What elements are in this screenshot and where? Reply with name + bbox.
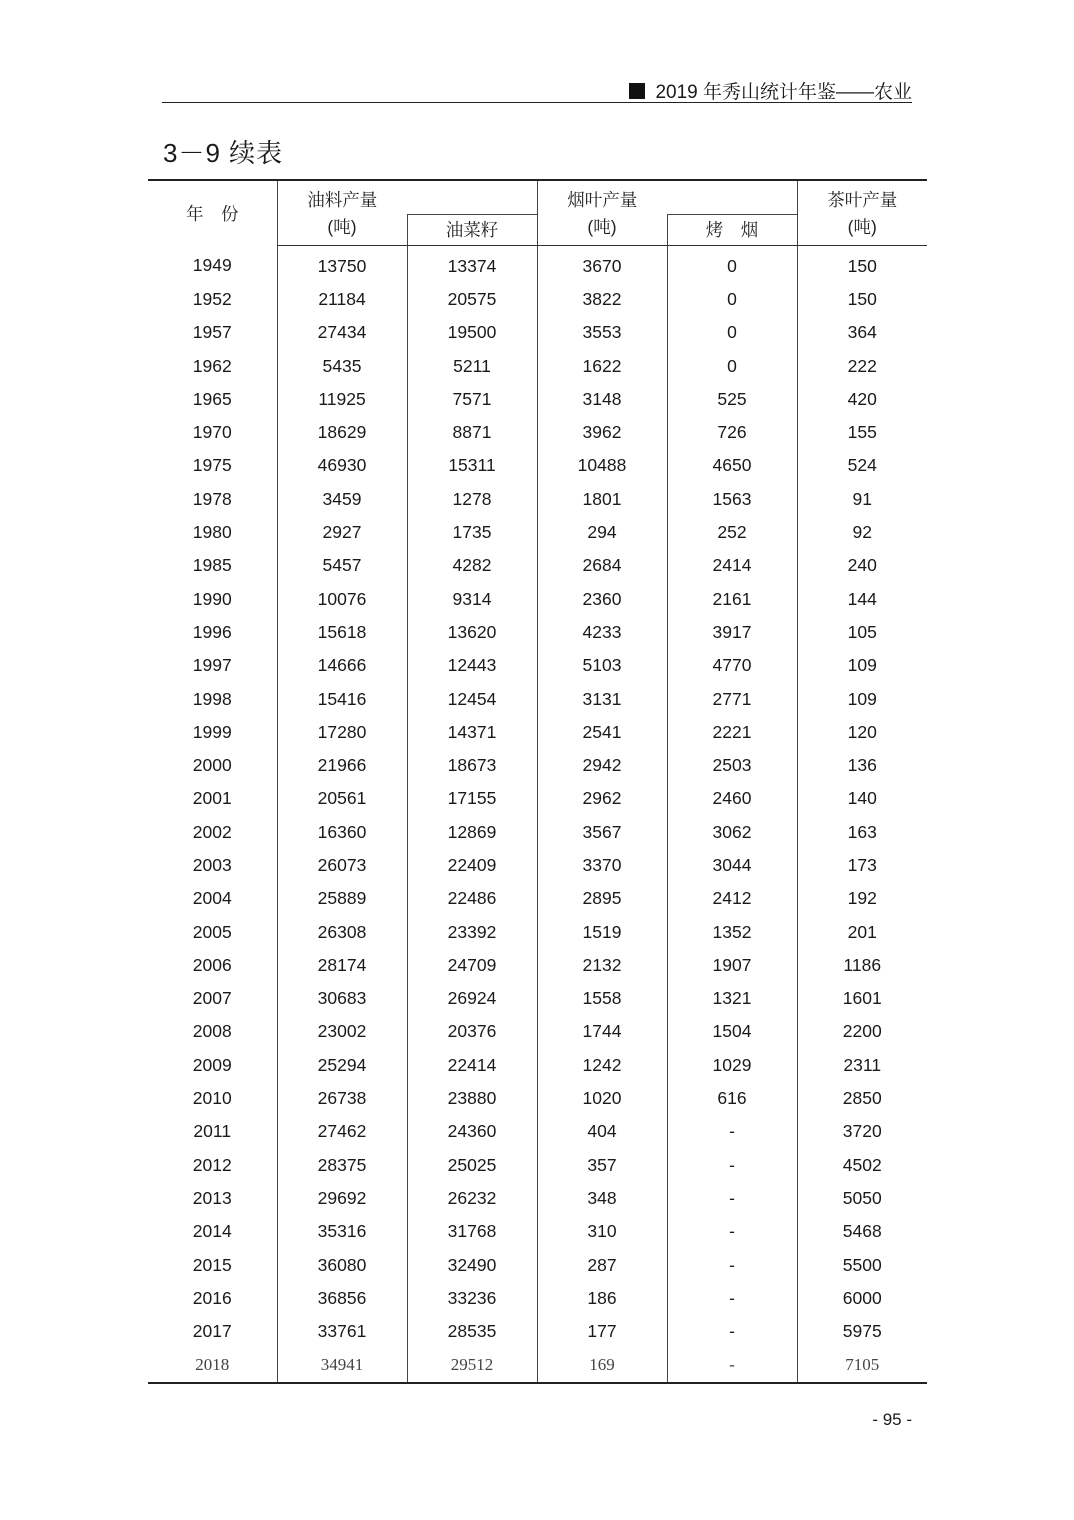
tea-cell: 7105 <box>797 1348 927 1382</box>
year-cell: 1962 <box>192 355 232 376</box>
flue-cured-cell: - <box>667 1315 797 1348</box>
oil-total-cell: 36856 <box>277 1282 407 1315</box>
year-cell: 2004 <box>192 888 232 909</box>
tea-cell: 92 <box>797 516 927 549</box>
rapeseed-cell: 20575 <box>407 283 537 316</box>
oil-total-cell: 46930 <box>277 449 407 482</box>
oil-total-cell: 14666 <box>277 649 407 682</box>
table-row <box>148 649 927 682</box>
tea-cell: 140 <box>797 782 927 815</box>
year-cell: 2011 <box>193 1121 232 1142</box>
header-tea: 茶叶产量 <box>797 180 927 214</box>
tea-cell: 5050 <box>797 1182 927 1215</box>
oil-total-cell: 3459 <box>277 483 407 516</box>
tobacco-total-cell: 2895 <box>537 882 667 915</box>
oil-total-cell: 2927 <box>277 516 407 549</box>
tobacco-total-cell: 287 <box>537 1248 667 1281</box>
rapeseed-cell: 12869 <box>407 816 537 849</box>
tea-cell: 3720 <box>797 1115 927 1148</box>
tobacco-total-cell: 10488 <box>537 449 667 482</box>
tea-cell: 2200 <box>797 1015 927 1048</box>
table-row <box>148 816 927 849</box>
tea-cell: 150 <box>797 283 927 316</box>
table-row <box>148 1015 927 1048</box>
flue-cured-cell: - <box>667 1149 797 1182</box>
tea-cell: 105 <box>797 616 927 649</box>
tobacco-total-cell: 1622 <box>537 349 667 382</box>
running-header <box>629 77 912 104</box>
table-row <box>148 1348 927 1382</box>
year-cell: 2013 <box>192 1187 232 1208</box>
rapeseed-cell: 32490 <box>407 1248 537 1281</box>
year-cell: 1957 <box>192 322 232 343</box>
table-row <box>148 949 927 982</box>
year-cell: 2002 <box>192 821 232 842</box>
table-row <box>148 1115 927 1148</box>
flue-cured-cell: 3917 <box>667 616 797 649</box>
tea-cell: 1601 <box>797 982 927 1015</box>
flue-cured-cell: 1029 <box>667 1049 797 1082</box>
oil-total-cell: 28174 <box>277 949 407 982</box>
table-row <box>148 245 927 283</box>
oil-total-cell: 26073 <box>277 849 407 882</box>
year-cell: 2005 <box>192 921 232 942</box>
year-cell: 2016 <box>192 1287 232 1308</box>
table-row <box>148 549 927 582</box>
tobacco-total-cell: 404 <box>537 1115 667 1148</box>
oil-total-cell: 20561 <box>277 782 407 815</box>
tobacco-total-cell: 3670 <box>537 245 667 283</box>
year-cell: 2010 <box>192 1088 232 1109</box>
tobacco-total-cell: 2360 <box>537 582 667 615</box>
tobacco-total-cell: 177 <box>537 1315 667 1348</box>
tobacco-total-cell: 1558 <box>537 982 667 1015</box>
tobacco-total-cell: 2942 <box>537 749 667 782</box>
tea-cell: 109 <box>797 682 927 715</box>
tobacco-total-cell: 3370 <box>537 849 667 882</box>
tea-cell: 1186 <box>797 949 927 982</box>
tea-cell: 2850 <box>797 1082 927 1115</box>
rapeseed-cell: 9314 <box>407 582 537 615</box>
flue-cured-cell: 1321 <box>667 982 797 1015</box>
oil-total-cell: 28375 <box>277 1149 407 1182</box>
rapeseed-cell: 7571 <box>407 383 537 416</box>
flue-cured-cell: 0 <box>667 349 797 382</box>
tea-cell: 163 <box>797 816 927 849</box>
header-tea-unit: (吨) <box>797 214 927 245</box>
header-tobacco-blank <box>667 180 797 214</box>
rapeseed-cell: 29512 <box>407 1348 537 1382</box>
tobacco-total-cell: 357 <box>537 1149 667 1182</box>
table-row <box>148 1215 927 1248</box>
table-row <box>148 982 927 1015</box>
table-row <box>148 416 927 449</box>
rapeseed-cell: 31768 <box>407 1215 537 1248</box>
tea-cell: 136 <box>797 749 927 782</box>
tobacco-total-cell: 1519 <box>537 915 667 948</box>
year-cell: 2009 <box>192 1054 232 1075</box>
tobacco-total-cell: 3822 <box>537 283 667 316</box>
table-row <box>148 383 927 416</box>
tobacco-total-cell: 186 <box>537 1282 667 1315</box>
rapeseed-cell: 12454 <box>407 682 537 715</box>
header-flue-cured: 烤 烟 <box>667 214 797 245</box>
tea-cell: 222 <box>797 349 927 382</box>
tea-cell: 364 <box>797 316 927 349</box>
oil-total-cell: 26738 <box>277 1082 407 1115</box>
table-row <box>148 283 927 316</box>
rapeseed-cell: 19500 <box>407 316 537 349</box>
tea-cell: 192 <box>797 882 927 915</box>
rapeseed-cell: 13374 <box>407 245 537 283</box>
flue-cured-cell: 2412 <box>667 882 797 915</box>
flue-cured-cell: - <box>667 1182 797 1215</box>
rapeseed-cell: 1735 <box>407 516 537 549</box>
flue-cured-cell: - <box>667 1215 797 1248</box>
flue-cured-cell: 525 <box>667 383 797 416</box>
year-cell: 1980 <box>192 522 232 543</box>
flue-cured-cell: 252 <box>667 516 797 549</box>
table-row <box>148 849 927 882</box>
rapeseed-cell: 22409 <box>407 849 537 882</box>
rapeseed-cell: 14371 <box>407 716 537 749</box>
tobacco-total-cell: 1801 <box>537 483 667 516</box>
flue-cured-cell: 616 <box>667 1082 797 1115</box>
year-cell: 2015 <box>192 1254 232 1275</box>
header-tobacco-total: 烟叶产量 <box>537 180 667 214</box>
flue-cured-cell: 0 <box>667 245 797 283</box>
flue-cured-cell: 4770 <box>667 649 797 682</box>
oil-total-cell: 21184 <box>277 283 407 316</box>
oil-total-cell: 18629 <box>277 416 407 449</box>
year-cell: 2003 <box>192 854 232 875</box>
tea-cell: 5975 <box>797 1315 927 1348</box>
tea-cell: 150 <box>797 245 927 283</box>
flue-cured-cell: 0 <box>667 316 797 349</box>
year-cell: 1975 <box>192 455 232 476</box>
year-cell: 1998 <box>192 688 232 709</box>
year-cell: 2017 <box>192 1321 232 1342</box>
oil-total-cell: 23002 <box>277 1015 407 1048</box>
flue-cured-cell: 3062 <box>667 816 797 849</box>
year-cell: 1990 <box>192 588 232 609</box>
header-oil-total: 油料产量 <box>277 180 407 214</box>
rapeseed-cell: 23392 <box>407 915 537 948</box>
table-row <box>148 882 927 915</box>
table-row <box>148 516 927 549</box>
oil-total-cell: 36080 <box>277 1248 407 1281</box>
table-row <box>148 782 927 815</box>
header-oil-blank <box>407 180 537 214</box>
rapeseed-cell: 26924 <box>407 982 537 1015</box>
header-rapeseed: 油菜籽 <box>407 214 537 245</box>
table-row <box>148 716 927 749</box>
rapeseed-cell: 22414 <box>407 1049 537 1082</box>
oil-total-cell: 34941 <box>277 1348 407 1382</box>
rapeseed-cell: 5211 <box>407 349 537 382</box>
flue-cured-cell: 2161 <box>667 582 797 615</box>
flue-cured-cell: 2771 <box>667 682 797 715</box>
table-row <box>148 449 927 482</box>
table-row <box>148 1248 927 1281</box>
tea-cell: 5468 <box>797 1215 927 1248</box>
oil-total-cell: 10076 <box>277 582 407 615</box>
header-year: 年 份 <box>148 180 277 245</box>
tea-cell: 155 <box>797 416 927 449</box>
tobacco-total-cell: 2132 <box>537 949 667 982</box>
rapeseed-cell: 12443 <box>407 649 537 682</box>
flue-cured-cell: 4650 <box>667 449 797 482</box>
year-cell: 2001 <box>192 788 232 809</box>
year-cell: 2008 <box>192 1021 232 1042</box>
oil-total-cell: 15416 <box>277 682 407 715</box>
flue-cured-cell: - <box>667 1282 797 1315</box>
rapeseed-cell: 22486 <box>407 882 537 915</box>
tobacco-total-cell: 1744 <box>537 1015 667 1048</box>
rapeseed-cell: 24709 <box>407 949 537 982</box>
oil-total-cell: 35316 <box>277 1215 407 1248</box>
rapeseed-cell: 25025 <box>407 1149 537 1182</box>
tobacco-total-cell: 3567 <box>537 816 667 849</box>
tea-cell: 2311 <box>797 1049 927 1082</box>
tobacco-total-cell: 3131 <box>537 682 667 715</box>
tea-cell: 524 <box>797 449 927 482</box>
oil-total-cell: 11925 <box>277 383 407 416</box>
oil-total-cell: 26308 <box>277 915 407 948</box>
year-cell: 1949 <box>192 255 232 276</box>
flue-cured-cell: 2460 <box>667 782 797 815</box>
year-cell: 1997 <box>192 655 232 676</box>
table-row <box>148 616 927 649</box>
rapeseed-cell: 18673 <box>407 749 537 782</box>
tobacco-total-cell: 3553 <box>537 316 667 349</box>
tea-cell: 120 <box>797 716 927 749</box>
flue-cured-cell: 1907 <box>667 949 797 982</box>
year-cell: 1985 <box>192 555 232 576</box>
tobacco-total-cell: 1242 <box>537 1049 667 1082</box>
table-title: 3－9 续表 <box>163 138 284 168</box>
table-body <box>148 245 927 1383</box>
oil-total-cell: 30683 <box>277 982 407 1015</box>
flue-cured-cell: 2414 <box>667 549 797 582</box>
tea-cell: 420 <box>797 383 927 416</box>
tobacco-total-cell: 169 <box>537 1348 667 1382</box>
rapeseed-cell: 8871 <box>407 416 537 449</box>
tea-cell: 144 <box>797 582 927 615</box>
oil-total-cell: 27462 <box>277 1115 407 1148</box>
tobacco-total-cell: 3148 <box>537 383 667 416</box>
year-cell: 2006 <box>192 954 232 975</box>
year-cell: 2014 <box>192 1221 232 1242</box>
rapeseed-cell: 24360 <box>407 1115 537 1148</box>
table-row <box>148 1282 927 1315</box>
statistics-table <box>148 179 927 1384</box>
tobacco-total-cell: 294 <box>537 516 667 549</box>
flue-cured-cell: 1504 <box>667 1015 797 1048</box>
oil-total-cell: 5457 <box>277 549 407 582</box>
rapeseed-cell: 4282 <box>407 549 537 582</box>
year-cell: 2007 <box>192 988 232 1009</box>
rapeseed-cell: 13620 <box>407 616 537 649</box>
table-row <box>148 1182 927 1215</box>
oil-total-cell: 33761 <box>277 1315 407 1348</box>
rapeseed-cell: 20376 <box>407 1015 537 1048</box>
tobacco-total-cell: 2541 <box>537 716 667 749</box>
tea-cell: 109 <box>797 649 927 682</box>
table-row <box>148 483 927 516</box>
tobacco-total-cell: 348 <box>537 1182 667 1215</box>
year-cell: 1965 <box>192 388 232 409</box>
tea-cell: 4502 <box>797 1149 927 1182</box>
oil-total-cell: 17280 <box>277 716 407 749</box>
oil-total-cell: 25889 <box>277 882 407 915</box>
table-row <box>148 915 927 948</box>
tobacco-total-cell: 310 <box>537 1215 667 1248</box>
oil-total-cell: 13750 <box>277 245 407 283</box>
header-oil-total-unit: (吨) <box>277 214 407 245</box>
tobacco-total-cell: 5103 <box>537 649 667 682</box>
flue-cured-cell: 3044 <box>667 849 797 882</box>
rapeseed-cell: 26232 <box>407 1182 537 1215</box>
table-row <box>148 682 927 715</box>
tea-cell: 173 <box>797 849 927 882</box>
table-row <box>148 316 927 349</box>
year-cell: 1970 <box>192 422 232 443</box>
rapeseed-cell: 15311 <box>407 449 537 482</box>
tea-cell: 6000 <box>797 1282 927 1315</box>
tea-cell: 240 <box>797 549 927 582</box>
tobacco-total-cell: 2684 <box>537 549 667 582</box>
year-cell: 1978 <box>192 488 232 509</box>
header-rule <box>162 102 912 103</box>
table-row <box>148 349 927 382</box>
flue-cured-cell: 1563 <box>667 483 797 516</box>
tea-cell: 201 <box>797 915 927 948</box>
year-cell: 2012 <box>192 1154 232 1175</box>
square-bullet-icon <box>629 83 645 99</box>
table-row <box>148 1149 927 1182</box>
oil-total-cell: 16360 <box>277 816 407 849</box>
table-row <box>148 1049 927 1082</box>
oil-total-cell: 29692 <box>277 1182 407 1215</box>
year-cell: 1952 <box>192 288 232 309</box>
flue-cured-cell: 2503 <box>667 749 797 782</box>
year-cell: 2000 <box>192 755 232 776</box>
table-row <box>148 582 927 615</box>
table-row <box>148 1082 927 1115</box>
rapeseed-cell: 23880 <box>407 1082 537 1115</box>
table-row <box>148 749 927 782</box>
flue-cured-cell: 2221 <box>667 716 797 749</box>
rapeseed-cell: 28535 <box>407 1315 537 1348</box>
rapeseed-cell: 1278 <box>407 483 537 516</box>
tea-cell: 91 <box>797 483 927 516</box>
table-row <box>148 1315 927 1348</box>
tobacco-total-cell: 3962 <box>537 416 667 449</box>
header-tobacco-total-unit: (吨) <box>537 214 667 245</box>
rapeseed-cell: 17155 <box>407 782 537 815</box>
oil-total-cell: 27434 <box>277 316 407 349</box>
year-cell: 1996 <box>192 621 232 642</box>
flue-cured-cell: - <box>667 1348 797 1382</box>
tobacco-total-cell: 2962 <box>537 782 667 815</box>
flue-cured-cell: - <box>667 1115 797 1148</box>
oil-total-cell: 25294 <box>277 1049 407 1082</box>
year-cell: 2018 <box>148 1348 277 1382</box>
oil-total-cell: 21966 <box>277 749 407 782</box>
flue-cured-cell: 1352 <box>667 915 797 948</box>
flue-cured-cell: 0 <box>667 283 797 316</box>
rapeseed-cell: 33236 <box>407 1282 537 1315</box>
tobacco-total-cell: 4233 <box>537 616 667 649</box>
tobacco-total-cell: 1020 <box>537 1082 667 1115</box>
oil-total-cell: 15618 <box>277 616 407 649</box>
tea-cell: 5500 <box>797 1248 927 1281</box>
year-cell: 1999 <box>192 721 232 742</box>
flue-cured-cell: - <box>667 1248 797 1281</box>
page-number: - 95 - <box>872 1410 912 1429</box>
oil-total-cell: 5435 <box>277 349 407 382</box>
running-header-text: 2019 年秀山统计年鉴——农业 <box>655 82 912 103</box>
flue-cured-cell: 726 <box>667 416 797 449</box>
